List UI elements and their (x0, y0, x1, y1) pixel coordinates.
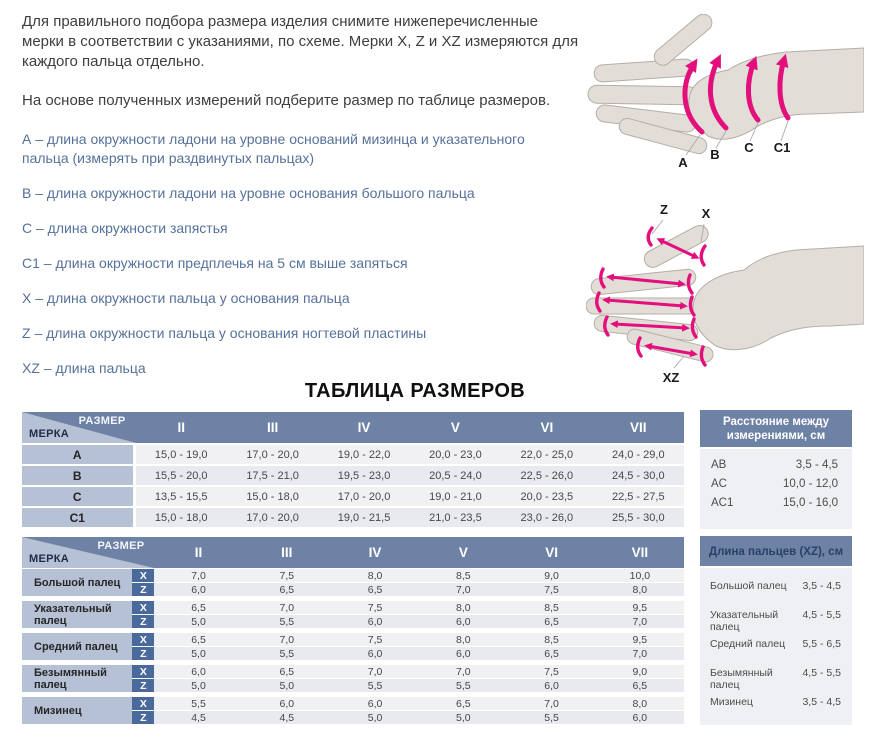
size-range-value: 23,0 - 26,0 (501, 508, 592, 527)
finger-x-value: 8,0 (331, 569, 419, 582)
size-table-palm (22, 410, 684, 529)
distance-row-value: 15,0 - 16,0 (783, 497, 838, 509)
size-range-value: 22,0 - 25,0 (501, 445, 592, 464)
finger-x-value: 9,0 (596, 665, 684, 678)
finger-x-value: 6,0 (154, 665, 242, 678)
finger-z-value: 5,5 (331, 679, 419, 692)
instructions-column (22, 12, 580, 378)
z-badge: Z (132, 583, 154, 596)
size-range-value: 17,0 - 20,0 (227, 445, 318, 464)
finger-z-value: 6,5 (507, 615, 595, 628)
distance-row (700, 494, 852, 513)
definition-item: X – длина окружности пальца у основания пальца (22, 290, 350, 306)
finger-x-value: 7,0 (243, 633, 331, 646)
size-range-value: 17,5 - 21,0 (227, 466, 318, 485)
finger-length-row (700, 609, 852, 638)
size-range-value: 22,5 - 27,5 (593, 487, 684, 506)
finger-measurements-illustration (586, 196, 864, 392)
finger-z-value: 5,0 (419, 711, 507, 724)
size-column-header: III (227, 412, 318, 443)
finger-length-row (700, 580, 852, 609)
size-range-value: 24,0 - 29,0 (593, 445, 684, 464)
size-range-value: 22,5 - 26,0 (501, 466, 592, 485)
size-table-fingers-header-row (22, 537, 684, 568)
finger-x-value: 7,0 (331, 665, 419, 678)
group-spacer-cell (22, 693, 684, 696)
finger-z-value: 4,5 (154, 711, 242, 724)
distance-panel-header: Расстояние между измерениями, см (700, 410, 852, 447)
definition-item: С – длина окружности запястья (22, 220, 228, 236)
finger-length-panel-body (700, 568, 852, 725)
measure-label: С (22, 487, 136, 506)
finger-z-value: 5,5 (243, 647, 331, 660)
finger-z-value: 6,0 (331, 647, 419, 660)
palm-measurements-illustration (586, 14, 864, 172)
finger-x-value: 7,5 (331, 601, 419, 614)
size-table-fingers (22, 536, 684, 725)
z-badge: Z (132, 615, 154, 628)
finger-z-value: 5,5 (419, 679, 507, 692)
distance-panel-body (700, 449, 852, 529)
finger-z-value: 5,0 (154, 679, 242, 692)
size-range-value: 13,5 - 15,5 (136, 487, 227, 506)
size-range-value: 15,0 - 18,0 (227, 487, 318, 506)
size-range-value: 21,0 - 23,5 (410, 508, 501, 527)
z-badge: Z (132, 711, 154, 724)
finger-z-value: 6,0 (596, 711, 684, 724)
size-column-header: IV (331, 537, 419, 568)
finger-length-panel (700, 536, 852, 725)
size-range-value: 24,5 - 30,0 (593, 466, 684, 485)
finger-x-value: 7,0 (243, 601, 331, 614)
definition-item: XZ – длина пальца (22, 360, 146, 376)
finger-x-value: 6,5 (243, 665, 331, 678)
distance-row-label: AC (711, 478, 727, 490)
label-c: C (744, 140, 754, 155)
finger-z-value: 6,0 (507, 679, 595, 692)
finger-x-value: 5,5 (154, 697, 242, 710)
size-range-value: 25,5 - 30,0 (593, 508, 684, 527)
hand-outline (588, 14, 864, 155)
table-corner-cell (22, 537, 154, 568)
size-column-header: V (419, 537, 507, 568)
label-xz: XZ (662, 370, 680, 385)
corner-merka-label: МЕРКА (29, 428, 69, 440)
group-spacer-cell (22, 661, 684, 664)
definition-item: Z – длина окружности пальца у основания ногтевой пластины (22, 325, 427, 341)
finger-z-value: 6,5 (596, 679, 684, 692)
palm-sizes-row (22, 410, 870, 529)
finger-length-row-value: 3,5 - 4,5 (802, 696, 841, 708)
page-title: ТАБЛИЦА РАЗМЕРОВ (304, 380, 526, 402)
finger-z-value: 6,5 (507, 647, 595, 660)
definition-item: В – длина окружности ладони на уровне основания большого пальца (22, 185, 475, 201)
definition-item: А – длина окружности ладони на уровне оснований мизинца и указательного пальца (измерять при раздвинутых пальцах) (22, 131, 525, 166)
finger-x-row (22, 569, 684, 582)
hand-outline (586, 223, 864, 364)
illustrations-column (580, 12, 870, 385)
finger-x-value: 7,0 (154, 569, 242, 582)
label-c1: C1 (773, 140, 791, 155)
z-badge: Z (132, 679, 154, 692)
distance-row (700, 456, 852, 475)
finger-x-value: 6,5 (154, 601, 242, 614)
finger-x-value: 9,0 (507, 569, 595, 582)
finger-length-row-value: 4,5 - 5,5 (802, 667, 841, 679)
finger-x-value: 8,5 (507, 633, 595, 646)
label-a: A (678, 155, 688, 170)
finger-z-value: 4,5 (243, 711, 331, 724)
finger-length-row (700, 696, 852, 725)
finger-z-value: 6,0 (331, 615, 419, 628)
finger-z-value: 8,0 (596, 583, 684, 596)
size-column-header: II (154, 537, 242, 568)
finger-x-value: 10,0 (596, 569, 684, 582)
finger-sizes-row (22, 536, 870, 725)
corner-merka-label: МЕРКА (29, 553, 69, 565)
finger-length-row (700, 638, 852, 667)
finger-x-value: 8,0 (419, 601, 507, 614)
palm-size-row (22, 445, 684, 464)
finger-length-panel-header: Длина пальцев (XZ), см (700, 536, 852, 566)
finger-x-value: 7,0 (507, 697, 595, 710)
size-range-value: 19,0 - 21,5 (318, 508, 409, 527)
group-spacer-row (22, 629, 684, 632)
intro-paragraph-1: Для правильного подбора размера изделия снимите нижеперечисленные мерки в соответствии с указаниями, по схеме. Мерки X, Z и XZ измеряются для каждого пальца отдельно. (22, 13, 579, 70)
corner-razmer-label: РАЗМЕР (78, 415, 126, 427)
size-range-value: 20,0 - 23,0 (410, 445, 501, 464)
size-range-value: 17,0 - 20,0 (227, 508, 318, 527)
finger-x-row (22, 665, 684, 678)
finger-x-value: 7,0 (419, 665, 507, 678)
distance-row-value: 10,0 - 12,0 (783, 478, 838, 490)
finger-z-value: 6,0 (154, 583, 242, 596)
finger-length-row-value: 4,5 - 5,5 (802, 609, 841, 621)
table-corner-cell (22, 412, 136, 443)
size-column-header: III (243, 537, 331, 568)
size-column-header: IV (318, 412, 409, 443)
finger-x-value: 6,0 (243, 697, 331, 710)
distance-row-label: AC1 (711, 497, 734, 509)
distance-row-label: AB (711, 459, 727, 471)
label-x: X (701, 206, 711, 221)
finger-z-value: 6,0 (419, 647, 507, 660)
finger-length-row-value: 3,5 - 4,5 (802, 580, 841, 592)
intro-paragraph-2: На основе полученных измерений подберите размер по таблице размеров. (22, 92, 551, 109)
finger-x-value: 8,5 (507, 601, 595, 614)
size-range-value: 15,0 - 19,0 (136, 445, 227, 464)
finger-x-row (22, 633, 684, 646)
finger-length-row-label: Большой палец (710, 580, 787, 592)
finger-z-value: 5,0 (243, 679, 331, 692)
size-range-value: 17,0 - 20,0 (318, 487, 409, 506)
size-range-value: 15,5 - 20,0 (136, 466, 227, 485)
label-z: Z (660, 202, 668, 217)
finger-length-row-label: Средний палец (710, 638, 786, 650)
x-badge: X (132, 569, 154, 582)
finger-length-row (700, 667, 852, 696)
finger-x-value: 6,5 (419, 697, 507, 710)
finger-length-row-label: Указательный палец (710, 609, 779, 633)
size-column-header: II (136, 412, 227, 443)
x-badge: X (132, 601, 154, 614)
size-column-header: VI (501, 412, 592, 443)
finger-name-label: Большой палец (22, 569, 132, 596)
finger-z-value: 7,5 (507, 583, 595, 596)
finger-z-value: 5,0 (331, 711, 419, 724)
finger-name-label: Мизинец (22, 697, 132, 724)
finger-z-value: 7,0 (596, 615, 684, 628)
group-spacer-cell (22, 629, 684, 632)
finger-z-value: 7,0 (596, 647, 684, 660)
size-column-header: VII (593, 412, 684, 443)
x-badge: X (132, 665, 154, 678)
size-range-value: 19,0 - 22,0 (318, 445, 409, 464)
palm-size-row (22, 508, 684, 527)
finger-x-value: 9,5 (596, 633, 684, 646)
finger-z-value: 7,0 (419, 583, 507, 596)
finger-x-value: 7,5 (507, 665, 595, 678)
finger-length-row-label: Мизинец (710, 696, 753, 708)
finger-x-value: 8,0 (596, 697, 684, 710)
finger-x-value: 9,5 (596, 601, 684, 614)
finger-z-value: 6,5 (331, 583, 419, 596)
group-spacer-row (22, 597, 684, 600)
size-range-value: 20,0 - 23,5 (501, 487, 592, 506)
measure-label: С1 (22, 508, 136, 527)
finger-z-value: 5,0 (154, 615, 242, 628)
tables-section (0, 408, 870, 725)
finger-x-value: 7,5 (243, 569, 331, 582)
palm-size-row (22, 466, 684, 485)
distance-row (700, 475, 852, 494)
finger-x-value: 7,5 (331, 633, 419, 646)
size-range-value: 19,5 - 23,0 (318, 466, 409, 485)
finger-x-row (22, 697, 684, 710)
size-range-value: 20,5 - 24,0 (410, 466, 501, 485)
finger-x-value: 6,5 (154, 633, 242, 646)
measure-label: А (22, 445, 136, 464)
finger-name-label: Безымянный палец (22, 665, 132, 692)
size-range-value: 19,0 - 21,0 (410, 487, 501, 506)
group-spacer-row (22, 693, 684, 696)
definition-item: С1 – длина окружности предплечья на 5 см выше запяться (22, 255, 408, 271)
finger-z-value: 5,5 (507, 711, 595, 724)
group-spacer-cell (22, 597, 684, 600)
finger-length-row-label: Безымянный палец (710, 667, 773, 691)
finger-z-value: 5,5 (243, 615, 331, 628)
finger-x-row (22, 601, 684, 614)
x-badge: X (132, 633, 154, 646)
finger-name-label: Указательный палец (22, 601, 132, 628)
finger-name-label: Средний палец (22, 633, 132, 660)
distance-row-value: 3,5 - 4,5 (795, 459, 838, 471)
palm-size-row (22, 487, 684, 506)
finger-z-value: 6,0 (419, 615, 507, 628)
finger-length-row-value: 5,5 - 6,5 (802, 638, 841, 650)
size-column-header: VI (507, 537, 595, 568)
size-range-value: 15,0 - 18,0 (136, 508, 227, 527)
z-badge: Z (132, 647, 154, 660)
finger-x-value: 8,5 (419, 569, 507, 582)
measure-label: В (22, 466, 136, 485)
size-table-palm-header-row (22, 412, 684, 443)
group-spacer-row (22, 661, 684, 664)
corner-razmer-label: РАЗМЕР (97, 540, 145, 552)
label-b: B (710, 147, 720, 162)
finger-z-value: 6,5 (243, 583, 331, 596)
size-column-header: V (410, 412, 501, 443)
finger-x-value: 6,0 (331, 697, 419, 710)
distance-panel (700, 410, 852, 529)
definitions-list (22, 130, 580, 378)
finger-z-value: 5,0 (154, 647, 242, 660)
size-column-header: VII (596, 537, 684, 568)
x-badge: X (132, 697, 154, 710)
finger-x-value: 8,0 (419, 633, 507, 646)
